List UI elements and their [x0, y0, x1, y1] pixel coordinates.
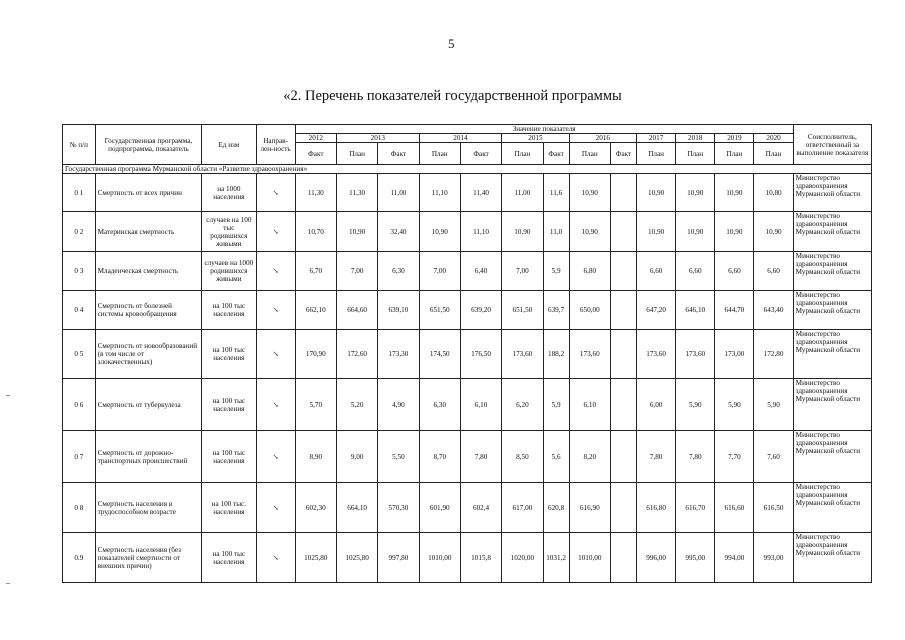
header-year: 2019: [715, 134, 754, 143]
row-value: 616,60: [715, 483, 754, 533]
header-year: 2012: [295, 134, 336, 143]
row-value: 188,2: [543, 330, 569, 379]
row-unit: случаев на 100 тыс родившихся живыми: [202, 212, 256, 252]
row-value: 7,00: [419, 252, 460, 291]
row-value: 5,90: [676, 379, 715, 431]
row-value: 11,6: [543, 174, 569, 212]
table-row: [63, 431, 872, 483]
row-value: [610, 379, 636, 431]
row-name: Смертность от туберкулеза: [95, 379, 202, 431]
row-executor: Министерство здравоохранения Мурманской области: [793, 330, 871, 379]
header-sub: Факт: [543, 143, 569, 165]
row-value: [610, 291, 636, 330]
row-value: 602,30: [295, 483, 336, 533]
row-value: 10,90: [569, 174, 610, 212]
row-value: 7,80: [460, 431, 501, 483]
row-executor: Министерство здравоохранения Мурманской области: [793, 252, 871, 291]
row-value: 7,00: [502, 252, 543, 291]
row-value: [610, 330, 636, 379]
row-value: 639,20: [460, 291, 501, 330]
down-right-arrow-icon: ↘: [256, 291, 295, 330]
row-name: Смертность населения (без показателей смертности от внешних причин): [95, 533, 202, 583]
row-unit: на 100 тыс населения: [202, 533, 256, 583]
row-value: 1025,80: [295, 533, 336, 583]
row-value: 1025,80: [336, 533, 377, 583]
row-value: 617,00: [502, 483, 543, 533]
row-value: 8,70: [419, 431, 460, 483]
row-num: 0 6: [63, 379, 96, 431]
table-row: [63, 379, 872, 431]
row-value: 1020,00: [502, 533, 543, 583]
row-unit: на 1000 населения: [202, 174, 256, 212]
down-right-arrow-icon: ↘: [256, 174, 295, 212]
down-right-arrow-icon: ↘: [256, 379, 295, 431]
row-value: 11,10: [460, 212, 501, 252]
row-value: 173,30: [378, 330, 419, 379]
row-value: 5,70: [295, 379, 336, 431]
row-value: 616,90: [569, 483, 610, 533]
page-number: 5: [448, 36, 455, 51]
header-sub: План: [502, 143, 543, 165]
row-value: 5,90: [754, 379, 793, 431]
row-value: 651,50: [419, 291, 460, 330]
row-value: 11,0: [543, 212, 569, 252]
row-value: [610, 533, 636, 583]
row-value: 11,00: [502, 174, 543, 212]
row-value: 602,4: [460, 483, 501, 533]
row-value: 10,90: [715, 212, 754, 252]
row-value: 6,10: [569, 379, 610, 431]
row-value: 10,90: [754, 212, 793, 252]
header-year: 2014: [419, 134, 502, 143]
row-value: 994,00: [715, 533, 754, 583]
header-name: Государственная программа, подпрограмма, показатель: [95, 125, 202, 165]
down-right-arrow-icon: ↘: [256, 533, 295, 583]
row-value: 651,50: [502, 291, 543, 330]
row-executor: Министерство здравоохранения Мурманской области: [793, 483, 871, 533]
row-value: 172,80: [754, 330, 793, 379]
indicators-table: [62, 124, 872, 583]
row-value: 5,50: [378, 431, 419, 483]
row-value: 639,7: [543, 291, 569, 330]
row-value: 601,90: [419, 483, 460, 533]
header-sub: Факт: [295, 143, 336, 165]
row-unit: на 100 тыс населения: [202, 379, 256, 431]
row-value: 6,20: [502, 379, 543, 431]
row-executor: Министерство здравоохранения Мурманской области: [793, 291, 871, 330]
row-value: 6,60: [637, 252, 676, 291]
row-value: 616,70: [676, 483, 715, 533]
row-value: 5,20: [336, 379, 377, 431]
row-value: 10,90: [637, 212, 676, 252]
row-value: 10,70: [295, 212, 336, 252]
row-value: 8,20: [569, 431, 610, 483]
row-value: [610, 212, 636, 252]
row-value: 5,90: [715, 379, 754, 431]
row-name: Смертность от болезней системы кровообращения: [95, 291, 202, 330]
row-unit: на 100 тыс населения: [202, 291, 256, 330]
down-right-arrow-icon: ↘: [256, 252, 295, 291]
header-year: 2016: [569, 134, 636, 143]
row-value: 647,20: [637, 291, 676, 330]
row-value: 6,60: [676, 252, 715, 291]
table-row: [63, 483, 872, 533]
row-value: 10,90: [419, 212, 460, 252]
row-num: 0 8: [63, 483, 96, 533]
header-year: 2015: [502, 134, 569, 143]
down-right-arrow-icon: ↘: [256, 483, 295, 533]
row-unit: на 100 тыс. населения: [202, 483, 256, 533]
row-value: 11,30: [295, 174, 336, 212]
row-name: Смертность от новообразований (в том числе от злокачественных): [95, 330, 202, 379]
row-num: 0 4: [63, 291, 96, 330]
row-value: 7,00: [336, 252, 377, 291]
row-value: 6,00: [637, 379, 676, 431]
row-value: 6,60: [715, 252, 754, 291]
row-value: [610, 252, 636, 291]
row-value: 11,40: [460, 174, 501, 212]
table-row: [63, 212, 872, 252]
row-value: 173,00: [715, 330, 754, 379]
margin-mark: [6, 395, 10, 396]
row-num: 0.9: [63, 533, 96, 583]
header-direction: Направ-лен-ность: [256, 125, 295, 165]
table-row: [63, 252, 872, 291]
row-value: 11,10: [419, 174, 460, 212]
header-value-group: Значение показателя: [295, 125, 793, 134]
row-value: 5,6: [543, 431, 569, 483]
table-row: [63, 174, 872, 212]
row-value: 650,00: [569, 291, 610, 330]
row-value: 6,40: [460, 252, 501, 291]
row-value: 8,90: [295, 431, 336, 483]
row-value: 173,60: [637, 330, 676, 379]
row-value: 6,10: [460, 379, 501, 431]
row-value: [610, 483, 636, 533]
row-value: 616,80: [637, 483, 676, 533]
row-value: 173,60: [569, 330, 610, 379]
row-value: 5,9: [543, 379, 569, 431]
header-unit: Ед изм: [202, 125, 256, 165]
row-executor: Министерство здравоохранения Мурманской области: [793, 212, 871, 252]
row-value: 570,30: [378, 483, 419, 533]
header-year: 2013: [336, 134, 419, 143]
row-executor: Министерство здравоохранения Мурманской области: [793, 174, 871, 212]
header-num: № п/п: [63, 125, 96, 165]
row-unit: на 100 тыс населения: [202, 431, 256, 483]
header-sub: План: [419, 143, 460, 165]
row-value: 1031,2: [543, 533, 569, 583]
program-row: Государственная программа Мурманской области «Развитие здравоохранения»: [63, 165, 872, 174]
margin-mark: [6, 583, 10, 584]
row-value: 664,60: [336, 291, 377, 330]
row-value: 639,10: [378, 291, 419, 330]
row-value: 1015,8: [460, 533, 501, 583]
row-value: 172,60: [336, 330, 377, 379]
row-value: 10,90: [676, 174, 715, 212]
header-sub: План: [754, 143, 793, 165]
row-value: 6,30: [419, 379, 460, 431]
table-row: [63, 330, 872, 379]
row-value: 7,80: [676, 431, 715, 483]
row-value: 11,30: [336, 174, 377, 212]
header-sub: План: [715, 143, 754, 165]
row-unit: на 100 тыс населения: [202, 330, 256, 379]
row-value: 6,60: [754, 252, 793, 291]
row-value: 32,40: [378, 212, 419, 252]
row-value: 9,00: [336, 431, 377, 483]
row-executor: Министерство здравоохранения Мурманской области: [793, 431, 871, 483]
row-value: 170,90: [295, 330, 336, 379]
row-value: 173,60: [676, 330, 715, 379]
row-num: 0 3: [63, 252, 96, 291]
row-value: [610, 174, 636, 212]
row-value: 10,90: [637, 174, 676, 212]
header-year: 2017: [637, 134, 676, 143]
row-name: Смертность населения в трудоспособном возрасте: [95, 483, 202, 533]
row-value: 1010,00: [569, 533, 610, 583]
row-value: 173,60: [502, 330, 543, 379]
row-unit: случаев на 1000 родившихся живыми: [202, 252, 256, 291]
row-value: 7,60: [754, 431, 793, 483]
row-value: 6,70: [295, 252, 336, 291]
header-year: 2018: [676, 134, 715, 143]
row-value: 995,00: [676, 533, 715, 583]
row-value: 643,40: [754, 291, 793, 330]
row-value: 10,90: [715, 174, 754, 212]
header-sub: Факт: [460, 143, 501, 165]
row-value: 174,50: [419, 330, 460, 379]
header-executor: Соисполнитель, ответственный за выполнение показателя: [793, 125, 871, 165]
row-value: 997,80: [378, 533, 419, 583]
row-value: 10,90: [676, 212, 715, 252]
row-value: 10,90: [336, 212, 377, 252]
row-value: 11,00: [378, 174, 419, 212]
page-title: «2. Перечень показателей государственной программы: [283, 88, 622, 104]
row-value: 10,90: [502, 212, 543, 252]
row-num: 0 5: [63, 330, 96, 379]
row-name: Смертность от всех причин: [95, 174, 202, 212]
down-right-arrow-icon: ↘: [256, 212, 295, 252]
row-value: 7,80: [637, 431, 676, 483]
row-value: 996,00: [637, 533, 676, 583]
header-sub: План: [637, 143, 676, 165]
row-value: 10,80: [754, 174, 793, 212]
row-name: Материнская смертность: [95, 212, 202, 252]
header-sub: План: [676, 143, 715, 165]
row-value: 646,10: [676, 291, 715, 330]
row-value: 5,9: [543, 252, 569, 291]
table-row: [63, 533, 872, 583]
row-executor: Министерство здравоохранения Мурманской области: [793, 533, 871, 583]
row-num: 0 7: [63, 431, 96, 483]
row-value: 8,50: [502, 431, 543, 483]
row-num: 0 1: [63, 174, 96, 212]
row-name: Смертность от дорожно-транспортных происшествий: [95, 431, 202, 483]
row-name: Младенческая смертность: [95, 252, 202, 291]
row-value: [610, 431, 636, 483]
header-sub: План: [336, 143, 377, 165]
row-value: 6,30: [378, 252, 419, 291]
row-num: 0 2: [63, 212, 96, 252]
row-value: 1010,00: [419, 533, 460, 583]
down-right-arrow-icon: ↘: [256, 330, 295, 379]
row-value: 10,90: [569, 212, 610, 252]
header-year: 2020: [754, 134, 793, 143]
row-value: 6,80: [569, 252, 610, 291]
header-sub: План: [569, 143, 610, 165]
table-row: [63, 291, 872, 330]
header-sub: Факт: [378, 143, 419, 165]
down-right-arrow-icon: ↘: [256, 431, 295, 483]
row-value: 616,50: [754, 483, 793, 533]
row-value: 664,10: [336, 483, 377, 533]
row-value: 176,50: [460, 330, 501, 379]
row-value: 620,8: [543, 483, 569, 533]
row-value: 644,70: [715, 291, 754, 330]
row-value: 4,90: [378, 379, 419, 431]
row-value: 662,10: [295, 291, 336, 330]
row-executor: Министерство здравоохранения Мурманской области: [793, 379, 871, 431]
row-value: 7,70: [715, 431, 754, 483]
row-value: 993,00: [754, 533, 793, 583]
header-sub: Факт: [610, 143, 636, 165]
